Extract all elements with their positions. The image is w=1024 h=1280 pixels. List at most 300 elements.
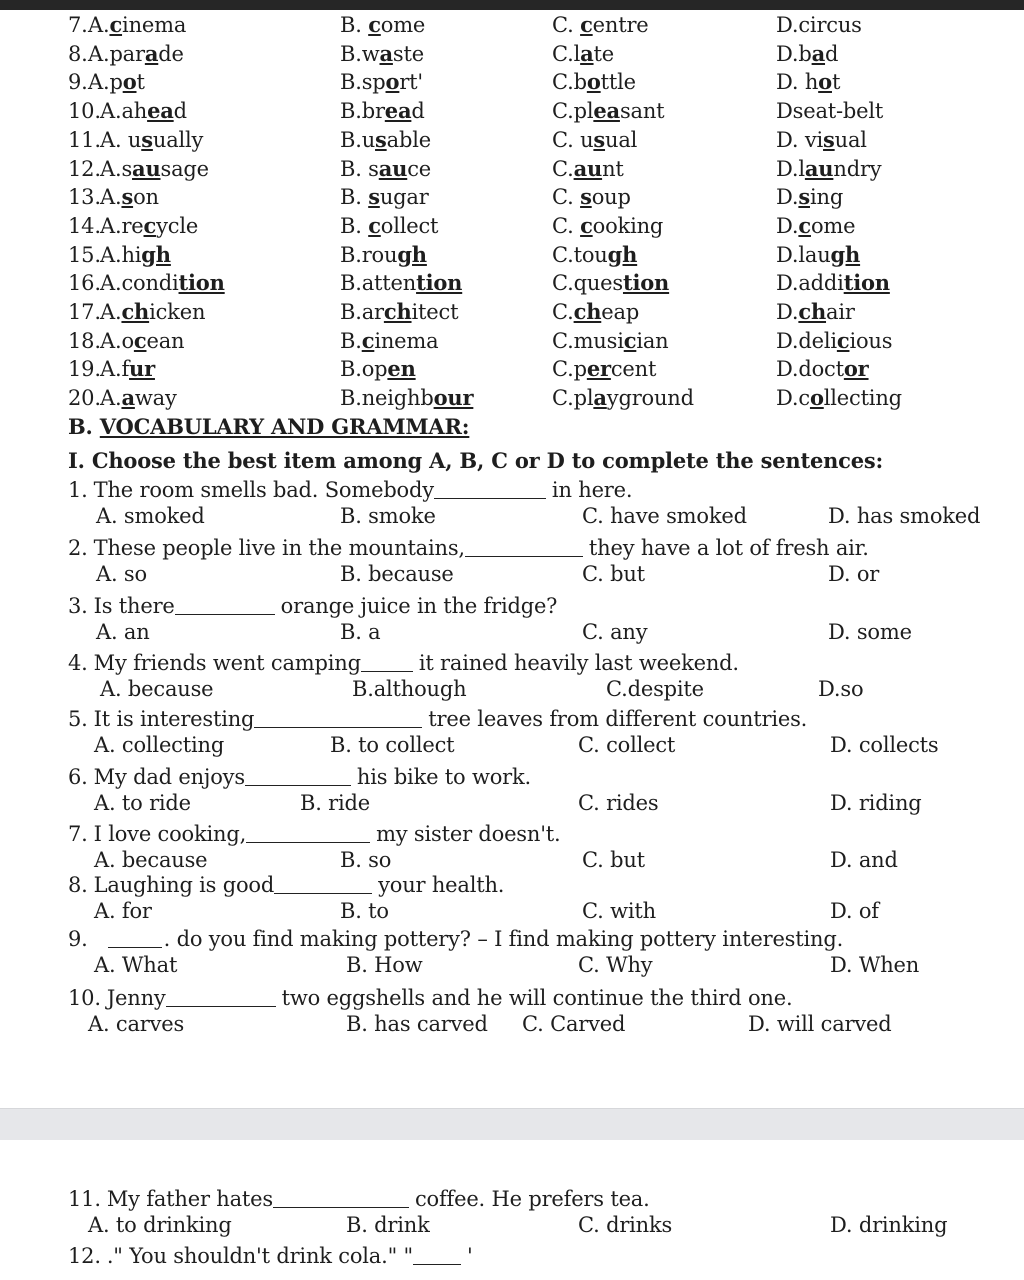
answer-option: C. rides xyxy=(578,791,659,815)
option-text: way xyxy=(134,386,177,411)
option-text: ian xyxy=(636,328,669,353)
pronunciation-option xyxy=(776,270,890,296)
underlined-sound: en xyxy=(387,356,416,382)
option-text: ome xyxy=(380,13,426,37)
option-text: ooking xyxy=(592,213,664,238)
underlined-sound: our xyxy=(433,385,474,411)
pronunciation-option xyxy=(552,328,669,354)
option-text: C. xyxy=(552,300,574,324)
answer-blank[interactable] xyxy=(413,1264,461,1265)
answer-option: C. drinks xyxy=(578,1213,673,1237)
answer-option: B. to xyxy=(340,899,389,923)
option-text: C. xyxy=(552,213,581,238)
option-text: B.atten xyxy=(340,271,417,296)
question-text: my sister doesn't. xyxy=(376,822,561,846)
pronunciation-option xyxy=(776,98,883,124)
pronunciation-option xyxy=(340,41,424,67)
question-text: It is interesting xyxy=(93,707,255,731)
underlined-sound: c xyxy=(623,327,637,353)
option-text: ollect xyxy=(380,213,439,238)
pronunciation-number: 7. xyxy=(68,13,88,37)
underlined-sound: s xyxy=(823,126,835,152)
option-text: A.par xyxy=(88,41,145,66)
underlined-sound: au xyxy=(804,155,834,181)
question-text: The room smells bad. Somebody xyxy=(93,478,434,502)
question-text: My dad enjoys xyxy=(93,765,245,789)
answer-option: C. have smoked xyxy=(582,504,747,528)
option-text: llecting xyxy=(823,386,902,411)
pronunciation-option xyxy=(340,184,429,210)
answer-option: B. How xyxy=(346,953,423,977)
pronunciation-number: 16. xyxy=(68,271,101,296)
option-text: cent xyxy=(610,357,657,382)
option-text: D.circus xyxy=(776,13,862,37)
answer-option: A. because xyxy=(100,677,214,701)
pronunciation-option xyxy=(776,328,892,354)
option-text: D. vi xyxy=(776,127,824,152)
option-text: A. xyxy=(88,13,110,37)
answer-option: B. because xyxy=(340,562,454,586)
question-number: 10. xyxy=(68,986,101,1010)
option-text: sant xyxy=(619,99,665,124)
underlined-sound: gh xyxy=(607,241,638,267)
question-text: . do you find making pottery? – I find making pottery interesting. xyxy=(163,927,844,951)
pronunciation-number: 20. xyxy=(68,386,101,411)
option-text: B.br xyxy=(340,99,385,124)
underlined-sound: tion xyxy=(622,270,670,296)
underlined-sound: o xyxy=(122,69,137,95)
pronunciation-option xyxy=(776,385,902,411)
pronunciation-option xyxy=(552,356,656,382)
answer-option: D. riding xyxy=(830,791,922,815)
option-text: D. xyxy=(776,300,799,324)
underlined-sound: s xyxy=(141,126,153,152)
option-text: eap xyxy=(601,300,640,324)
option-text: B. xyxy=(340,13,369,37)
pronunciation-number: 12. xyxy=(68,156,101,181)
underlined-sound: s xyxy=(593,126,606,152)
option-text: sage xyxy=(160,156,209,181)
question-text: Jenny xyxy=(106,986,166,1010)
option-text: D. h xyxy=(776,70,819,95)
question-text: his bike to work. xyxy=(356,765,532,789)
option-text: te xyxy=(593,41,615,66)
option-text: C.l xyxy=(552,41,581,66)
answer-option: A. carves xyxy=(88,1012,185,1036)
answer-option: D.so xyxy=(818,677,864,701)
answer-blank[interactable] xyxy=(108,947,162,948)
answer-option: D. will carved xyxy=(748,1012,892,1036)
answer-option: D. of xyxy=(830,899,879,923)
option-text: C.b xyxy=(552,70,587,95)
question-number: 7. xyxy=(68,822,88,846)
underlined-sound: s xyxy=(580,184,592,210)
underlined-sound: a xyxy=(593,385,607,411)
pronunciation-option xyxy=(100,328,184,354)
option-text: B. s xyxy=(340,156,379,181)
pronunciation-number: 8. xyxy=(68,41,88,66)
underlined-sound: ea xyxy=(147,98,174,124)
option-text: A.condi xyxy=(100,271,179,296)
answer-option: A. to drinking xyxy=(88,1213,232,1237)
option-text: B.op xyxy=(340,357,388,382)
underlined-sound: c xyxy=(368,12,381,37)
question-text: My father hates xyxy=(106,1187,273,1211)
pronunciation-option xyxy=(776,242,860,268)
question-number: 6. xyxy=(68,765,88,789)
pronunciation-option xyxy=(340,213,438,239)
underlined-sound: er xyxy=(586,356,611,382)
question-text: I love cooking, xyxy=(93,822,247,846)
answer-option: C. but xyxy=(582,848,645,872)
top-bar xyxy=(0,0,1024,10)
underlined-sound: tion xyxy=(178,270,225,296)
answer-option: A. What xyxy=(94,953,178,977)
question-text: it rained heavily last weekend. xyxy=(418,651,739,675)
pronunciation-option xyxy=(100,127,203,153)
pronunciation-number: 13. xyxy=(68,185,101,210)
underlined-sound: o xyxy=(586,69,601,95)
question-text: in here. xyxy=(551,478,633,502)
option-text: d xyxy=(173,99,187,124)
option-text: ean xyxy=(146,328,185,353)
question-number: 1. xyxy=(68,478,88,502)
underlined-sound: ea xyxy=(384,98,412,124)
pronunciation-option xyxy=(100,299,205,325)
option-text: A.ah xyxy=(100,99,148,124)
answer-option: D. collects xyxy=(830,733,939,757)
question-text: orange juice in the fridge? xyxy=(280,594,558,618)
underlined-sound: s xyxy=(368,184,380,210)
answer-option: C. collect xyxy=(578,733,676,757)
pronunciation-option xyxy=(340,69,423,95)
answer-option: D. or xyxy=(828,562,880,586)
option-text: ycle xyxy=(156,213,199,238)
pronunciation-option xyxy=(88,69,145,95)
question-number: 8. xyxy=(68,873,88,897)
option-text: ious xyxy=(849,328,893,353)
answer-option: A. collecting xyxy=(94,733,225,757)
answer-blank[interactable] xyxy=(465,556,583,557)
underlined-sound: c xyxy=(133,327,147,353)
pronunciation-number: 18. xyxy=(68,328,101,353)
option-text: de xyxy=(158,41,184,66)
option-text: A. xyxy=(100,386,122,411)
option-text: oup xyxy=(591,185,631,210)
option-text: C.ques xyxy=(552,271,623,296)
answer-option: B. so xyxy=(340,848,392,872)
option-text: inema xyxy=(374,328,439,353)
underlined-sound: ch xyxy=(121,299,150,324)
option-text: ually xyxy=(152,127,204,152)
answer-option: A. smoked xyxy=(96,504,205,528)
pronunciation-option xyxy=(340,299,458,325)
pronunciation-option xyxy=(776,41,838,67)
pronunciation-option xyxy=(340,356,416,382)
option-text: ste xyxy=(392,41,424,66)
answer-option: C. but xyxy=(582,562,645,586)
underlined-sound: au xyxy=(378,155,408,181)
pronunciation-option xyxy=(776,12,862,38)
pronunciation-number: 15. xyxy=(68,242,101,267)
option-text: nt xyxy=(602,156,624,181)
pronunciation-option xyxy=(100,385,177,411)
option-text: B.neighb xyxy=(340,386,434,411)
option-text: B.ar xyxy=(340,300,384,324)
answer-blank[interactable] xyxy=(175,614,275,615)
underlined-sound: gh xyxy=(141,241,171,267)
underlined-sound: au xyxy=(573,155,603,181)
underlined-sound: c xyxy=(580,12,593,37)
answer-blank[interactable] xyxy=(434,498,546,499)
option-text: itect xyxy=(411,300,459,324)
question-number: 2. xyxy=(68,536,88,560)
option-text: B.u xyxy=(340,127,376,152)
option-text: ugar xyxy=(379,185,429,210)
pronunciation-option xyxy=(552,127,637,153)
question-text: your health. xyxy=(378,873,505,897)
pronunciation-option xyxy=(552,12,649,38)
question-text: My friends went camping xyxy=(93,651,361,675)
answer-blank[interactable] xyxy=(274,893,372,894)
pronunciation-option xyxy=(776,213,855,239)
underlined-sound: a xyxy=(144,40,159,66)
pronunciation-option xyxy=(340,385,473,411)
question-text: coffee. He prefers tea. xyxy=(414,1187,650,1211)
answer-blank[interactable] xyxy=(245,785,351,786)
section-b-label: B. xyxy=(68,414,100,439)
answer-option: A. so xyxy=(96,562,147,586)
option-text: D.doct xyxy=(776,357,844,382)
answer-blank[interactable] xyxy=(273,1207,409,1208)
pronunciation-option xyxy=(552,213,663,239)
answer-option: A. for xyxy=(94,899,152,923)
option-text: B. xyxy=(340,328,362,353)
question-text: tree leaves from different countries. xyxy=(428,707,808,731)
pronunciation-option xyxy=(552,299,639,325)
option-text: on xyxy=(133,185,159,210)
question-number: 3. xyxy=(68,594,88,618)
option-text: A.re xyxy=(100,213,144,238)
pronunciation-option xyxy=(340,12,425,38)
answer-blank[interactable] xyxy=(166,1006,276,1007)
option-text: icken xyxy=(149,300,206,324)
underlined-sound: a xyxy=(811,40,826,66)
question-text: ' xyxy=(466,1244,473,1268)
underlined-sound: or xyxy=(843,356,869,382)
underlined-sound: s xyxy=(798,184,810,210)
option-text: ce xyxy=(407,156,432,181)
pronunciation-number: 14. xyxy=(68,213,101,238)
option-text: ndry xyxy=(833,156,882,181)
pronunciation-option xyxy=(776,184,843,210)
question-text: Is there xyxy=(93,594,175,618)
underlined-sound: o xyxy=(385,69,400,95)
answer-option: D. has smoked xyxy=(828,504,981,528)
option-text: ome xyxy=(810,213,856,238)
pronunciation-option xyxy=(100,98,187,124)
section-b-heading xyxy=(68,414,469,440)
underlined-sound: ur xyxy=(129,356,155,382)
question-text: These people live in the mountains, xyxy=(93,536,465,560)
pronunciation-option xyxy=(776,299,855,325)
pronunciation-option xyxy=(552,242,637,268)
option-text: C. xyxy=(552,13,581,37)
option-text: d xyxy=(825,41,839,66)
underlined-sound: c xyxy=(836,327,850,353)
answer-option: C. any xyxy=(582,620,648,644)
pronunciation-number: 11. xyxy=(68,127,101,152)
question-text: Laughing is good xyxy=(93,873,275,897)
option-text: D.addi xyxy=(776,271,844,296)
option-text: B.sp xyxy=(340,70,386,95)
pronunciation-option xyxy=(340,127,431,153)
answer-option: B. has carved xyxy=(346,1012,488,1036)
question-text: ." You shouldn't drink cola." " xyxy=(106,1244,413,1268)
option-text: C.tou xyxy=(552,242,608,267)
underlined-sound: s xyxy=(121,184,134,210)
answer-option: B. a xyxy=(340,620,381,644)
option-text: B.w xyxy=(340,41,380,66)
option-text: C.p xyxy=(552,357,587,382)
option-text: C.pl xyxy=(552,386,594,411)
option-text: inema xyxy=(122,13,187,37)
underlined-sound: c xyxy=(798,212,811,238)
option-text: D.b xyxy=(776,41,812,66)
option-text: Dseat-belt xyxy=(776,99,884,124)
pronunciation-option xyxy=(100,156,209,182)
answer-option: B. smoke xyxy=(340,504,436,528)
option-text: air xyxy=(826,300,855,324)
answer-blank[interactable] xyxy=(246,842,370,843)
option-text: ttle xyxy=(600,70,636,95)
option-text: D.l xyxy=(776,156,805,181)
pronunciation-option xyxy=(340,328,438,354)
option-text: t xyxy=(136,70,145,95)
underlined-sound: tion xyxy=(843,270,890,296)
option-text: C.pl xyxy=(552,99,594,124)
underlined-sound: a xyxy=(379,40,393,66)
option-text: d xyxy=(411,99,425,124)
answer-option: A. because xyxy=(94,848,208,872)
pronunciation-option xyxy=(340,156,431,182)
pronunciation-option xyxy=(776,69,840,95)
underlined-sound: gh xyxy=(830,241,861,267)
pronunciation-option xyxy=(100,356,155,382)
option-text: D. xyxy=(776,213,799,238)
option-text: able xyxy=(386,127,431,152)
option-text: ual xyxy=(605,127,638,152)
question-number: 9. xyxy=(68,927,88,951)
option-text: A. xyxy=(100,300,122,324)
answer-option: A. to ride xyxy=(94,791,191,815)
pronunciation-option xyxy=(776,127,867,153)
option-text: A.p xyxy=(88,70,123,95)
pronunciation-option xyxy=(100,270,225,296)
option-text: C.musi xyxy=(552,328,624,353)
option-text: C. u xyxy=(552,127,594,152)
question-number: 4. xyxy=(68,651,88,675)
option-text: C. xyxy=(552,185,581,210)
answer-option: C. Why xyxy=(578,953,653,977)
pronunciation-number: 19. xyxy=(68,357,101,382)
underlined-sound: a xyxy=(121,385,135,411)
option-text: D. xyxy=(776,185,799,210)
option-text: t xyxy=(831,70,841,95)
option-text: C. xyxy=(552,156,574,181)
underlined-sound: c xyxy=(368,212,381,238)
option-text: ing xyxy=(810,185,844,210)
question-text: they have a lot of fresh air. xyxy=(588,536,869,560)
section-b-title: VOCABULARY AND GRAMMAR: xyxy=(99,414,470,439)
pronunciation-option xyxy=(552,98,664,124)
pronunciation-option xyxy=(340,242,427,268)
answer-option: C.despite xyxy=(606,677,704,701)
option-text: A.o xyxy=(100,328,134,353)
underlined-sound: tion xyxy=(416,270,463,296)
answer-blank[interactable] xyxy=(254,727,422,728)
pronunciation-number: 9. xyxy=(68,70,88,95)
part-1-instruction: I. Choose the best item among A, B, C or D to complete the sentences: xyxy=(68,448,884,473)
underlined-sound: c xyxy=(361,327,375,353)
option-text: rt' xyxy=(399,70,423,95)
pronunciation-option xyxy=(776,156,881,182)
question-number: 5. xyxy=(68,707,88,731)
pronunciation-option xyxy=(100,242,171,268)
option-text: entre xyxy=(592,13,649,37)
option-text: B.rou xyxy=(340,242,398,267)
underlined-sound: ch xyxy=(383,299,412,324)
underlined-sound: gh xyxy=(397,241,427,267)
pronunciation-option xyxy=(88,12,186,38)
pronunciation-option xyxy=(100,184,159,210)
underlined-sound: au xyxy=(132,155,161,181)
underlined-sound: c xyxy=(143,212,157,238)
underlined-sound: s xyxy=(375,126,387,152)
underlined-sound: ch xyxy=(573,299,602,324)
underlined-sound: o xyxy=(809,385,824,411)
answer-blank[interactable] xyxy=(361,671,413,672)
underlined-sound: c xyxy=(109,12,123,37)
underlined-sound: ea xyxy=(593,98,620,124)
option-text: A. u xyxy=(100,127,142,152)
page-gap xyxy=(0,1108,1024,1141)
answer-option: D. some xyxy=(828,620,912,644)
underlined-sound: o xyxy=(818,69,832,95)
underlined-sound: ch xyxy=(798,299,827,324)
option-text: A.hi xyxy=(100,242,142,267)
answer-option: B. ride xyxy=(300,791,371,815)
underlined-sound: c xyxy=(580,212,593,238)
answer-option: A. an xyxy=(96,620,150,644)
option-text: A.f xyxy=(100,357,130,382)
pronunciation-option xyxy=(552,41,614,67)
answer-option: D. When xyxy=(830,953,920,977)
option-text: B. xyxy=(340,185,369,210)
pronunciation-option xyxy=(552,156,624,182)
option-text: D.c xyxy=(776,386,810,411)
pronunciation-option xyxy=(340,98,425,124)
pronunciation-option xyxy=(552,270,669,296)
answer-option: D. drinking xyxy=(830,1213,948,1237)
pronunciation-option xyxy=(340,270,462,296)
pronunciation-option xyxy=(776,356,869,382)
answer-option: B.although xyxy=(352,677,467,701)
pronunciation-number: 10. xyxy=(68,99,101,124)
answer-option: C. with xyxy=(582,899,656,923)
option-text: D.lau xyxy=(776,242,831,267)
pronunciation-option xyxy=(552,184,631,210)
